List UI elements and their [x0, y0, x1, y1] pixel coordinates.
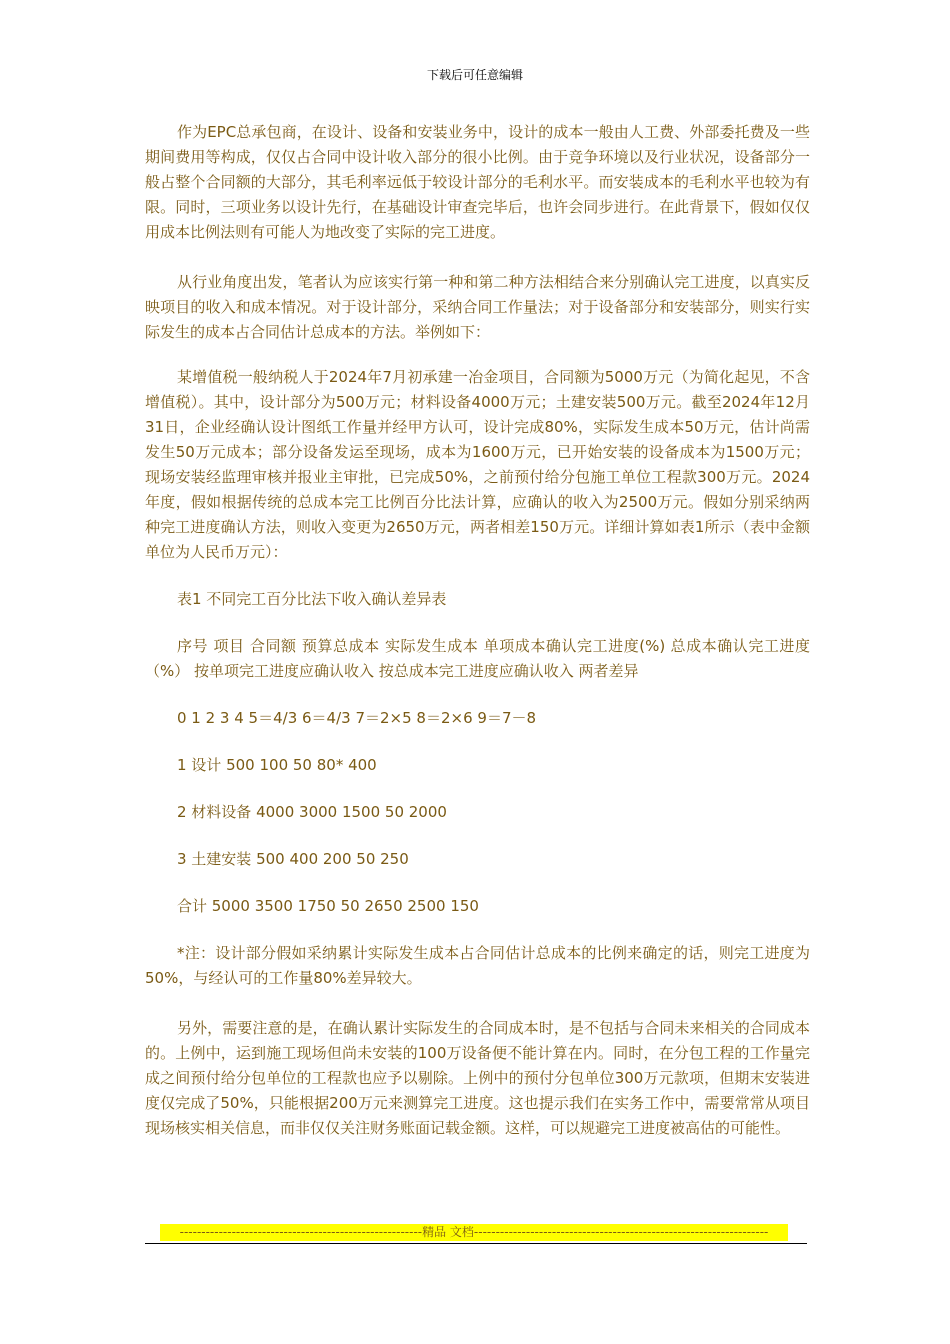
footer-divider — [145, 1243, 807, 1244]
paragraph-example: 某增值税一般纳税人于2024年7月初承建一冶金项目，合同额为5000万元（为简化起见，不含增值税）。其中，设计部分为500万元；材料设备4000万元；土建安装500万元。截至2024年12月31日，企业经确认设计图纸工作量并经甲方认可，设计完成80%，实际发生成本50万元，估计尚需发生50万元成本；部分设备发运至现场，成本为1600万元，已开始安装的设备成本为1500万元；现场安装经监理审核并报业主审批，已完成50%，之前预付给分包施工单位工程款300万元。2024年度，假如根据传统的总成本完工比例百分比法计算，应确认的收入为2500万元。假如分别采纳两种完工进度确认方法，则收入变更为2650万元，两者相差150万元。详细计算如表1所示（表中金额单位为人民币万元）： — [145, 368, 810, 561]
table-row: 1 设计 500 100 50 80* 400 — [177, 756, 377, 774]
table-note: *注：设计部分假如采纳累计实际发生成本占合同估计总成本的比例来确定的话，则完工进度为50%，与经认可的工作量80%差异较大。 — [145, 944, 810, 987]
table-formula-row: 0 1 2 3 4 5＝4/3 6＝4/3 7＝2×5 8＝2×6 9＝7－8 — [177, 709, 537, 727]
paragraph-epc-intro: 作为EPC总承包商，在设计、设备和安装业务中，设计的成本一般由人工费、外部委托费及一些期间费用等构成，仅仅占合同中设计收入部分的很小比例。由于竞争环境以及行业状况，设备部分一般占整个合同额的大部分，其毛利率远低于较设计部分的毛利水平。而安装成本的毛利水平也较为有限。同时，三项业务以设计先行，在基础设计审查完毕后，也许会同步进行。在此背景下，假如仅仅用成本比例法则有可能人为地改变了实际的完工进度。 — [145, 123, 810, 241]
paragraph-closing: 另外，需要注意的是，在确认累计实际发生的合同成本时，是不包括与合同未来相关的合同成本的。上例中，运到施工现场但尚未安装的100万设备便不能计算在内。同时，在分包工程的工作量完成之间预付给分包单位的工程款也应予以剔除。上例中的预付分包单位300万元款项，但期末安装进度仅完成了50%，只能根据200万元来测算完工进度。这也提示我们在实务工作中，需要常常从项目现场核实相关信息，而非仅仅关注财务账面记载金额。这样，可以规避完工进度被高估的可能性。 — [145, 1019, 810, 1137]
table-row: 2 材料设备 4000 3000 1500 50 2000 — [177, 803, 447, 821]
table-row: 3 土建安装 500 400 200 50 250 — [177, 850, 409, 868]
table-caption: 表1 不同完工百分比法下收入确认差异表 — [177, 590, 447, 608]
table-header: 序号 项目 合同额 预算总成本 实际发生成本 单项成本确认完工进度(%) 总成本确认完工进度（%） 按单项完工进度应确认收入 按总成本完工进度应确认收入 两者差异 — [145, 637, 810, 680]
footer-banner: --------------------------------------------------------精品 文档-------------------------------------------------------------------- — [160, 1224, 788, 1241]
document-body — [145, 120, 810, 1141]
paragraph-method-choice: 从行业角度出发，笔者认为应该实行第一种和第二种方法相结合来分别确认完工进度，以真实反映项目的收入和成本情况。对于设计部分，采纳合同工作量法；对于设备部分和安装部分，则实行实际发生的成本占合同估计总成本的方法。举例如下： — [145, 273, 810, 341]
page-header: 下载后可任意编辑 — [426, 68, 523, 82]
table-total-row: 合计 5000 3500 1750 50 2650 2500 150 — [177, 897, 479, 915]
